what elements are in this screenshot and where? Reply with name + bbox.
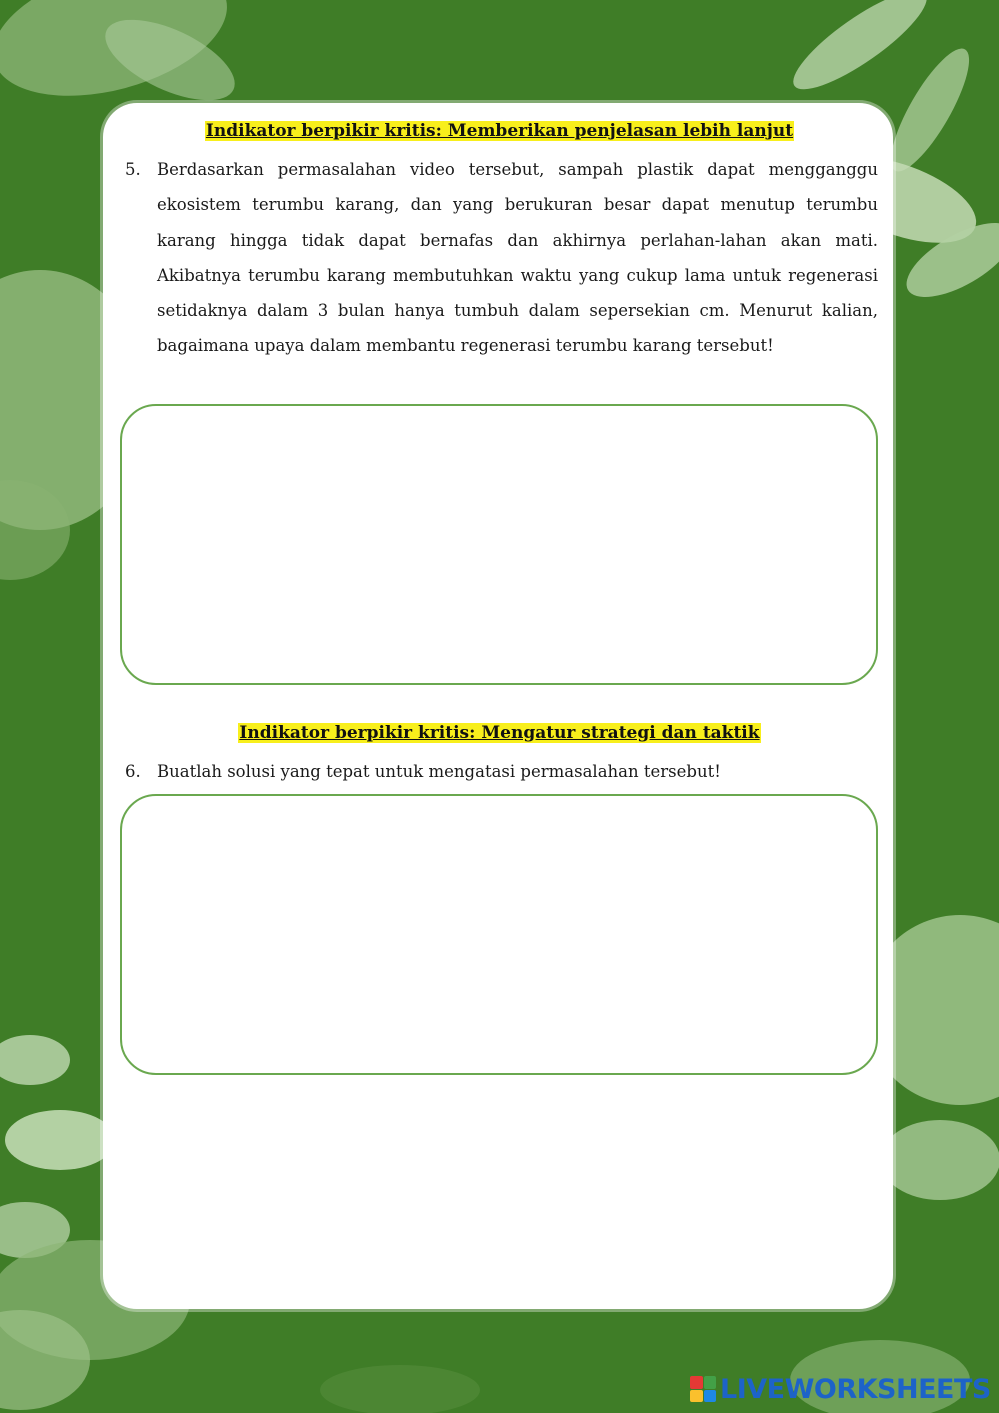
liveworksheets-logo-icon bbox=[690, 1376, 716, 1402]
question-text: Berdasarkan permasalahan video tersebut, sampah plastik dapat mengganggu ekosistem terumbu karang, dan yang berukuran besar dapat menutup terumbu karang hingga tidak dapat bernafas dan akhirnya perlahan-lahan akan mati. Akibatnya terumbu karang membutuhkan waktu yang cukup lama untuk regenerasi setidaknya dalam 3 bulan hanya tumbuh dalam sepersekian cm. Menurut kalian, bagaimana upaya dalam membantu regenerasi terumbu karang tersebut! bbox=[157, 160, 878, 356]
question-text: Buatlah solusi yang tepat untuk mengatasi permasalahan tersebut! bbox=[157, 762, 721, 781]
question-6 bbox=[125, 754, 878, 789]
answer-box-5[interactable] bbox=[120, 404, 878, 685]
liveworksheets-logo bbox=[690, 1372, 991, 1406]
indicator-heading-5: Indikator berpikir kritis: Memberikan penjelasan lebih lanjut bbox=[205, 121, 794, 141]
question-number: 6. bbox=[125, 762, 141, 781]
logo-text: LIVEWORKSHEETS bbox=[720, 1373, 991, 1405]
answer-box-6[interactable] bbox=[120, 794, 878, 1075]
indicator-heading-6: Indikator berpikir kritis: Mengatur strategi dan taktik bbox=[239, 723, 760, 743]
question-number: 5. bbox=[125, 160, 141, 179]
question-5 bbox=[125, 152, 878, 364]
